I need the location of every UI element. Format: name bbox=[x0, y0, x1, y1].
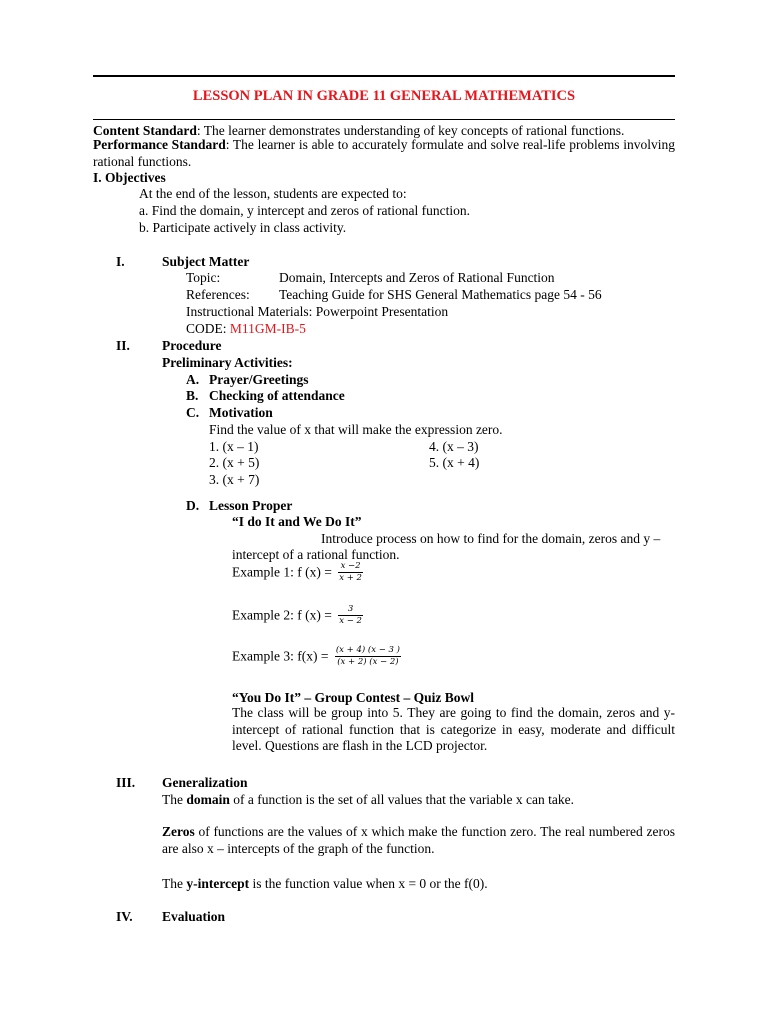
lesson-intro-line1: Introduce process on how to find for the domain, zeros and y – bbox=[321, 531, 661, 546]
code-value: M11GM-IB-5 bbox=[229, 321, 306, 336]
motivation-item-2: 2. (x + 5) bbox=[209, 455, 260, 470]
generalization-numeral: III. bbox=[116, 775, 136, 790]
lesson-intro-line2: intercept of a rational function. bbox=[232, 547, 400, 562]
example-3-label: Example 3: f(x) = bbox=[232, 648, 329, 664]
you-do-text: The class will be group into 5. They are going to find the domain, zeros and y-intercept of rational function that is categorize in easy, moderate and difficult level. Questions are flash in the LCD projector. bbox=[232, 705, 675, 753]
y-intercept-definition: The y-intercept is the function value when x = 0 or the f(0). bbox=[162, 876, 488, 891]
motivation-item-1: 1. (x – 1) bbox=[209, 439, 259, 454]
preliminary-heading: Preliminary Activities: bbox=[162, 355, 293, 370]
example-1-denominator: x + 2 bbox=[339, 572, 362, 583]
code-line bbox=[186, 322, 306, 336]
procedure-numeral: II. bbox=[116, 338, 130, 353]
objective-b: b. Participate actively in class activity. bbox=[139, 220, 347, 235]
y-intercept-term: y-intercept bbox=[186, 876, 250, 891]
instructional-materials: Instructional Materials: Powerpoint Presentation bbox=[186, 304, 449, 319]
motivation-item-4: 4. (x – 3) bbox=[429, 439, 479, 454]
subject-matter-heading: Subject Matter bbox=[162, 254, 250, 269]
example-3-denominator: (x + 2) (x − 2) bbox=[337, 656, 399, 667]
item-d-label: Lesson Proper bbox=[209, 498, 293, 513]
example-2-denominator: x − 2 bbox=[339, 615, 362, 626]
domain-term: domain bbox=[186, 792, 230, 807]
top-rule bbox=[93, 75, 675, 77]
example-3 bbox=[232, 646, 401, 666]
item-a-label: Prayer/Greetings bbox=[209, 372, 309, 387]
content-standard-label: Content Standard bbox=[93, 123, 197, 138]
example-1-numerator: x −2 bbox=[338, 562, 363, 573]
example-3-fraction bbox=[335, 646, 401, 666]
item-c-label: Motivation bbox=[209, 405, 273, 420]
item-a-letter: A. bbox=[186, 372, 200, 387]
document-title: LESSON PLAN IN GRADE 11 GENERAL MATHEMATICS bbox=[192, 88, 576, 104]
objective-a: a. Find the domain, y intercept and zeros of rational function. bbox=[139, 203, 471, 218]
example-2-label: Example 2: f (x) = bbox=[232, 607, 332, 623]
example-2 bbox=[232, 605, 363, 625]
zeros-definition: Zeros of functions are the values of x which make the function zero. The real numbered zeros are also x – intercepts of the graph of the function. bbox=[162, 824, 675, 856]
objectives-heading: I. Objectives bbox=[93, 170, 166, 185]
content-standard bbox=[93, 124, 624, 138]
topic-value: Domain, Intercepts and Zeros of Rational Function bbox=[279, 270, 555, 285]
zeros-term: Zeros bbox=[162, 824, 195, 839]
subject-matter-numeral: I. bbox=[116, 254, 125, 269]
performance-standard-label: Performance Standard bbox=[93, 137, 226, 152]
item-b-letter: B. bbox=[186, 388, 199, 403]
performance-standard bbox=[93, 137, 675, 170]
item-c-letter: C. bbox=[186, 405, 200, 420]
item-b-label: Checking of attendance bbox=[209, 388, 345, 403]
generalization-heading: Generalization bbox=[162, 775, 248, 790]
item-d-letter: D. bbox=[186, 498, 200, 513]
topic-label: Topic: bbox=[186, 270, 221, 285]
example-3-numerator: (x + 4) (x − 3 ) bbox=[335, 645, 400, 655]
title-rule bbox=[93, 119, 675, 120]
example-2-fraction bbox=[338, 605, 363, 625]
example-1-label: Example 1: f (x) = bbox=[232, 564, 332, 580]
example-1 bbox=[232, 562, 363, 582]
motivation-item-3: 3. (x + 7) bbox=[209, 472, 260, 487]
code-label: CODE: bbox=[186, 321, 230, 336]
example-1-fraction bbox=[338, 562, 363, 582]
performance-standard-text: : The learner is able to accurately formulate and solve real-life problems involving rational functions. bbox=[93, 137, 675, 169]
motivation-prompt: Find the value of x that will make the expression zero. bbox=[209, 422, 503, 437]
references-value: Teaching Guide for SHS General Mathematics page 54 - 56 bbox=[279, 287, 602, 302]
evaluation-heading: Evaluation bbox=[162, 909, 226, 924]
objectives-intro: At the end of the lesson, students are expected to: bbox=[139, 186, 407, 201]
i-do-heading: “I do It and We Do It” bbox=[232, 514, 362, 529]
example-2-numerator: 3 bbox=[338, 605, 363, 616]
motivation-item-5: 5. (x + 4) bbox=[429, 455, 480, 470]
references-label: References: bbox=[186, 287, 250, 302]
you-do-heading: “You Do It” – Group Contest – Quiz Bowl bbox=[232, 690, 475, 705]
procedure-heading: Procedure bbox=[162, 338, 222, 353]
evaluation-numeral: IV. bbox=[116, 909, 133, 924]
content-standard-text: : The learner demonstrates understanding of key concepts of rational functions. bbox=[196, 123, 625, 138]
domain-definition: The domain of a function is the set of all values that the variable x can take. bbox=[162, 792, 575, 807]
